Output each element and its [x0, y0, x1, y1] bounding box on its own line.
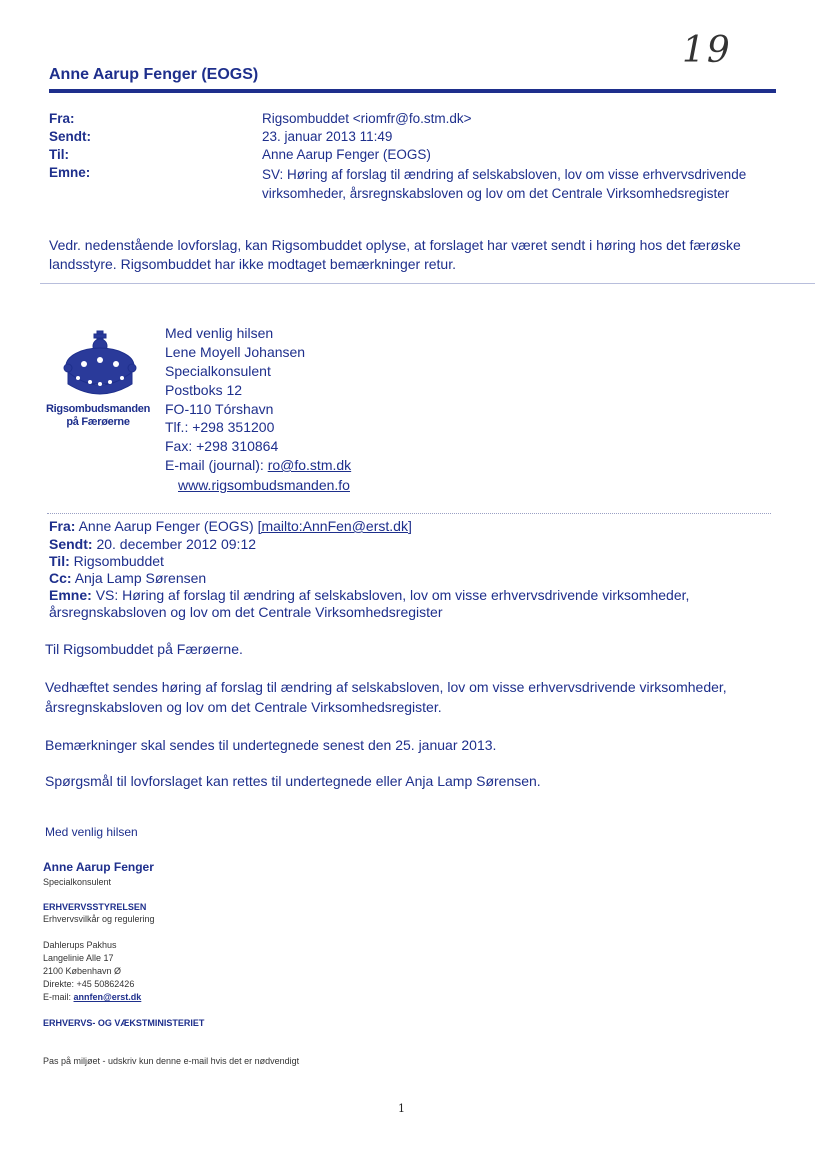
signature-website-text[interactable]: www.rigsombudsmanden.fo	[178, 477, 350, 493]
fwd-from-value: Anne Aarup Fenger (EOGS)	[78, 518, 254, 534]
sent-value: 23. januar 2013 11:49	[262, 129, 393, 144]
signature-address1: Postboks 12	[165, 382, 243, 398]
separator-rule	[40, 283, 815, 284]
fwd-sent-row	[49, 536, 256, 552]
fwd-cc-value: Anja Lamp Sørensen	[74, 570, 207, 586]
signature-email-link[interactable]: ro@fo.stm.dk	[267, 457, 352, 473]
footer-direct-phone: Direkte: +45 50862426	[43, 979, 135, 989]
footer-environment-note: Pas på miljøet - udskriv kun denne e-mail hvis det er nødvendigt	[43, 1056, 300, 1066]
fwd-paragraph-2: Bemærkninger skal sendes til undertegnede senest den 25. januar 2013.	[45, 737, 497, 753]
footer-department: Erhvervsvilkår og regulering	[43, 914, 155, 924]
footer-agency: ERHVERVSSTYRELSEN	[43, 902, 147, 912]
from-value: Rigsombuddet <riomfr@fo.stm.dk>	[262, 111, 472, 126]
to-value: Anne Aarup Fenger (EOGS)	[262, 147, 431, 162]
signature-greeting: Med venlig hilsen	[165, 325, 274, 341]
signature-fax: Fax: +298 310864	[165, 438, 279, 454]
fwd-sent-value: 20. december 2012 09:12	[96, 536, 257, 552]
signature-email-row	[165, 457, 351, 473]
footer-address2: Langelinie Alle 17	[43, 953, 114, 963]
from-label: Fra:	[49, 111, 75, 126]
intro-paragraph: Vedr. nedenstående lovforslag, kan Rigsombuddet oplyse, at forslaget har været sendt i høring hos det færøske landsstyre. Rigsombuddet har ikke modtaget bemærkninger retur.	[49, 237, 741, 272]
fwd-subject-line1: VS: Høring af forslag til ændring af selskabsloven, lov om visse erhvervsdrivende virksomheder,	[95, 587, 690, 603]
fwd-subject-label: Emne:	[49, 587, 92, 603]
fwd-from-label: Fra:	[49, 518, 76, 534]
crest-caption-line1: Rigsombudsmanden	[46, 403, 150, 415]
footer-email-row	[43, 992, 141, 1002]
footer-name: Anne Aarup Fenger	[43, 860, 154, 874]
handwritten-page-number: 19	[682, 30, 732, 71]
footer-email-link[interactable]: annfen@erst.dk	[73, 992, 142, 1002]
signature-name: Lene Moyell Johansen	[165, 344, 306, 360]
footer-title: Specialkonsulent	[43, 877, 112, 887]
crest-caption-line2: på Færøerne	[66, 416, 130, 428]
footer-ministry: ERHVERVS- OG VÆKSTMINISTERIET	[43, 1018, 205, 1028]
mailbox-owner: Anne Aarup Fenger (EOGS)	[49, 66, 259, 83]
crest-caption	[38, 403, 158, 429]
fwd-greeting: Med venlig hilsen	[45, 825, 138, 839]
subject-value: SV: Høring af forslag til ændring af selskabsloven, lov om visse erhvervsdrivende virksomheder, årsregnskabsloven og lov om det Centrale Virksomhedsregister	[262, 167, 747, 201]
signature-phone: Tlf.: +298 351200	[165, 419, 275, 435]
footer-address3: 2100 København Ø	[43, 966, 122, 976]
header-rule	[49, 89, 776, 93]
footer-email-label: E-mail:	[43, 992, 74, 1002]
signature-address2: FO-110 Tórshavn	[165, 401, 274, 417]
fwd-mailto-link[interactable]: [mailto:AnnFen@erst.dk]	[257, 518, 412, 534]
crown-crest-icon	[58, 328, 143, 403]
signature-email-label: E-mail (journal):	[165, 457, 268, 473]
fwd-cc-label: Cc:	[49, 570, 72, 586]
to-label: Til:	[49, 147, 69, 162]
page-number: 1	[398, 1102, 405, 1115]
fwd-cc-row	[49, 570, 206, 586]
fwd-salutation: Til Rigsombuddet på Færøerne.	[45, 641, 243, 657]
subject-label: Emne:	[49, 165, 91, 180]
signature-website-link[interactable]	[178, 477, 350, 493]
footer-address1: Dahlerups Pakhus	[43, 940, 117, 950]
forward-separator	[47, 513, 771, 514]
fwd-sent-label: Sendt:	[49, 536, 93, 552]
fwd-to-label: Til:	[49, 553, 70, 569]
fwd-subject-line2: årsregnskabsloven og lov om det Centrale Virksomhedsregister	[49, 604, 443, 620]
fwd-paragraph-3: Spørgsmål til lovforslaget kan rettes til undertegnede eller Anja Lamp Sørensen.	[45, 773, 541, 789]
fwd-subject-row	[49, 587, 689, 603]
fwd-from-row	[49, 518, 412, 534]
fwd-to-value: Rigsombuddet	[73, 553, 164, 569]
fwd-to-row	[49, 553, 164, 569]
signature-title: Specialkonsulent	[165, 363, 271, 379]
sent-label: Sendt:	[49, 129, 91, 144]
fwd-paragraph-1: Vedhæftet sendes høring af forslag til ændring af selskabsloven, lov om visse erhvervsdrivende virksomheder, årsregnskabsloven og lov om det Centrale Virksomhedsregister.	[45, 679, 727, 715]
